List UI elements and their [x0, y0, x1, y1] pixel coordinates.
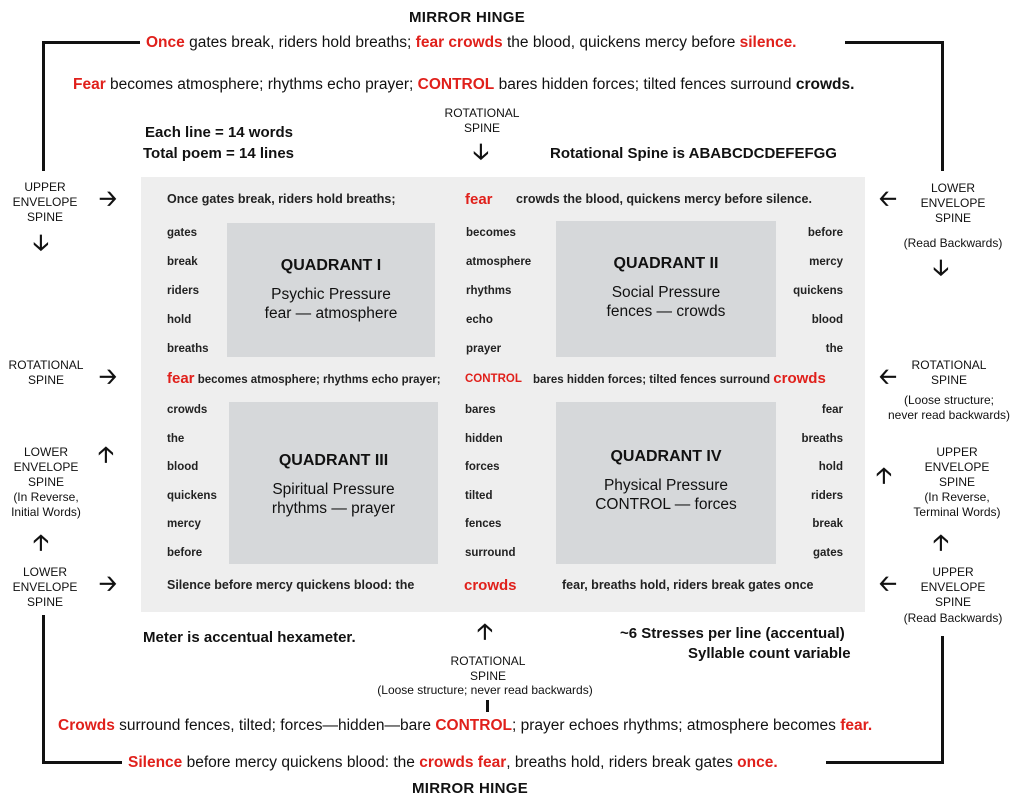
mirror-hinge-top: MIRROR HINGE: [408, 9, 526, 26]
stresses-note: ~6 Stresses per line (accentual): [620, 625, 845, 642]
col-center-top: [466, 227, 531, 372]
arrow-left-icon: 🡠: [879, 187, 897, 212]
grid-row-bottom-center: crowds: [464, 577, 517, 594]
col-word: becomes: [466, 227, 516, 239]
frame-left-top: [42, 41, 45, 171]
read-backwards-bottom-label: (Read Backwards): [903, 611, 1003, 625]
frame-top-left: [42, 41, 142, 44]
col-word: blood: [167, 461, 199, 474]
col-word: quickens: [793, 285, 843, 297]
quadrant-desc-line1: Social Pressure: [611, 284, 721, 301]
col-word: breaths: [167, 343, 209, 355]
col-word: gates: [167, 227, 198, 239]
arrow-left-icon: 🡠: [879, 365, 897, 390]
quadrant-2: [556, 221, 776, 357]
col-word: the: [825, 343, 843, 355]
quadrant-desc-line2: fences — crowds: [606, 303, 726, 320]
col-word: hold: [167, 314, 192, 326]
loose-structure-bottom-label: (Loose structure; never read backwards): [377, 683, 593, 697]
frame-right-top: [941, 41, 944, 171]
col-word: break: [167, 256, 198, 268]
quadrant-title: QUADRANT II: [613, 255, 719, 272]
col-left-bottom: [167, 404, 217, 576]
arrow-left-icon: 🡠: [879, 572, 897, 597]
each-line-note: Each line = 14 words: [145, 124, 293, 141]
poem-grid-panel: [141, 177, 865, 612]
col-word: fear: [821, 404, 843, 416]
arrow-up-icon: 🡡: [477, 620, 493, 645]
arrow-up-icon: 🡡: [933, 531, 949, 556]
col-word: mercy: [809, 256, 843, 268]
quadrant-desc-line2: CONTROL — forces: [595, 496, 737, 513]
frame-bottom-right: [826, 761, 944, 764]
rotational-spine-top-label: ROTATIONAL SPINE: [444, 106, 520, 135]
arrow-right-icon: 🡢: [99, 572, 117, 597]
top-line-2: Fear becomes atmosphere; rhythms echo prayer; CONTROL bares hidden forces; tilted fences surround crowds.: [67, 76, 860, 94]
col-right-top: [793, 227, 843, 372]
quadrant-title: QUADRANT IV: [610, 448, 722, 465]
loose-structure-right-label: (Loose structure; never read backwards): [887, 393, 1011, 422]
arrow-down-icon: 🡣: [33, 231, 49, 256]
total-poem-note: Total poem = 14 lines: [143, 145, 295, 162]
quadrant-4: [556, 402, 776, 564]
col-word: bares: [465, 404, 496, 416]
col-word: atmosphere: [466, 256, 532, 268]
arrow-down-icon: 🡣: [933, 256, 949, 281]
col-word: hidden: [465, 432, 503, 445]
col-word: gates: [812, 546, 843, 559]
rotational-spine-left-label: ROTATIONAL SPINE: [8, 358, 84, 387]
lower-envelope-spine-right-label: LOWER ENVELOPE SPINE: [920, 181, 986, 225]
grid-row-top-left: Once gates break, riders hold breaths;: [167, 192, 396, 206]
mirror-hinge-bottom: MIRROR HINGE: [411, 780, 529, 797]
grid-row-middle-right: bares hidden forces; tilted fences surround crowds: [533, 370, 826, 387]
arrow-up-icon: 🡡: [33, 531, 49, 556]
grid-row-bottom-right: fear, breaths hold, riders break gates once: [562, 578, 814, 592]
lower-envelope-spine-bottom-label: LOWER ENVELOPE SPINE: [12, 565, 78, 609]
col-word: quickens: [167, 489, 217, 502]
frame-right-bottom: [941, 636, 944, 764]
arrow-down-icon: 🡣: [473, 140, 489, 165]
quadrant-3: [229, 402, 438, 564]
col-word: rhythms: [466, 285, 512, 297]
rotational-spine-bottom-label: ROTATIONAL SPINE: [450, 654, 526, 683]
col-word: before: [807, 227, 843, 239]
top-line-1: Once gates break, riders hold breaths; fear crowds the blood, quickens mercy before silence.: [140, 34, 803, 52]
col-word: tilted: [465, 489, 493, 502]
quadrant-desc-line2: rhythms — prayer: [271, 500, 396, 517]
col-word: mercy: [167, 518, 201, 531]
quadrant-1: [227, 223, 435, 357]
col-word: the: [167, 432, 185, 445]
col-word: riders: [167, 285, 199, 297]
grid-row-top-right: crowds the blood, quickens mercy before silence.: [516, 192, 812, 206]
frame-bottom-left: [42, 761, 122, 764]
arrow-up-icon: 🡡: [98, 443, 114, 468]
arrow-up-icon: 🡡: [876, 464, 892, 489]
quadrant-title: QUADRANT I: [280, 257, 382, 274]
col-right-bottom: [801, 404, 843, 576]
col-word: blood: [811, 314, 843, 326]
col-word: surround: [465, 546, 516, 559]
col-word: riders: [811, 489, 843, 502]
quadrant-title: QUADRANT III: [278, 452, 389, 469]
col-word: prayer: [466, 343, 502, 355]
grid-row-bottom-left: Silence before mercy quickens blood: the: [167, 578, 415, 592]
arrow-right-icon: 🡢: [99, 187, 117, 212]
bottom-line-1: Crowds surround fences, tilted; forces—hidden—bare CONTROL; prayer echoes rhythms; atmosphere becomes fear.: [52, 717, 878, 735]
col-center-bottom: [465, 404, 515, 576]
col-word: crowds: [167, 404, 208, 416]
col-left-top: [167, 227, 209, 372]
col-word: fences: [465, 518, 502, 531]
read-backwards-label: (Read Backwards): [903, 236, 1003, 250]
col-word: hold: [818, 461, 843, 474]
col-word: break: [812, 518, 843, 531]
col-word: forces: [465, 461, 500, 474]
grid-row-top-center: fear: [465, 191, 493, 208]
quadrant-desc-line1: Psychic Pressure: [271, 286, 391, 303]
rot-spine-tick: [486, 700, 489, 712]
frame-top-right: [845, 41, 944, 44]
upper-envelope-spine-left-label: UPPER ENVELOPE SPINE: [12, 180, 78, 224]
bottom-line-2: Silence before mercy quickens blood: the crowds fear, breaths hold, riders break gates once.: [122, 754, 784, 772]
upper-envelope-spine-bottom-label: UPPER ENVELOPE SPINE: [920, 565, 986, 609]
quadrant-desc-line2: fear — atmosphere: [264, 305, 398, 322]
col-word: echo: [466, 314, 493, 326]
rotational-spine-scheme: Rotational Spine is ABABCDCDEFEFGG: [550, 145, 837, 162]
upper-envelope-spine-reverse-label: UPPER ENVELOPE SPINE (In Reverse, Terminal Words): [913, 445, 1001, 519]
arrow-right-icon: 🡢: [99, 365, 117, 390]
quadrant-desc-line1: Physical Pressure: [603, 477, 729, 494]
col-word: before: [167, 546, 203, 559]
meter-note: Meter is accentual hexameter.: [143, 629, 356, 646]
quadrant-desc-line1: Spiritual Pressure: [272, 481, 395, 498]
col-word: breaths: [801, 432, 843, 445]
rotational-spine-right-label: ROTATIONAL SPINE: [911, 358, 987, 387]
grid-row-middle-center: CONTROL: [465, 373, 522, 385]
syllable-note: Syllable count variable: [688, 645, 851, 662]
grid-row-middle-left: fear becomes atmosphere; rhythms echo prayer;: [167, 370, 441, 387]
frame-left-bottom: [42, 615, 45, 764]
lower-envelope-spine-reverse-label: LOWER ENVELOPE SPINE (In Reverse, Initial Words): [11, 445, 81, 519]
